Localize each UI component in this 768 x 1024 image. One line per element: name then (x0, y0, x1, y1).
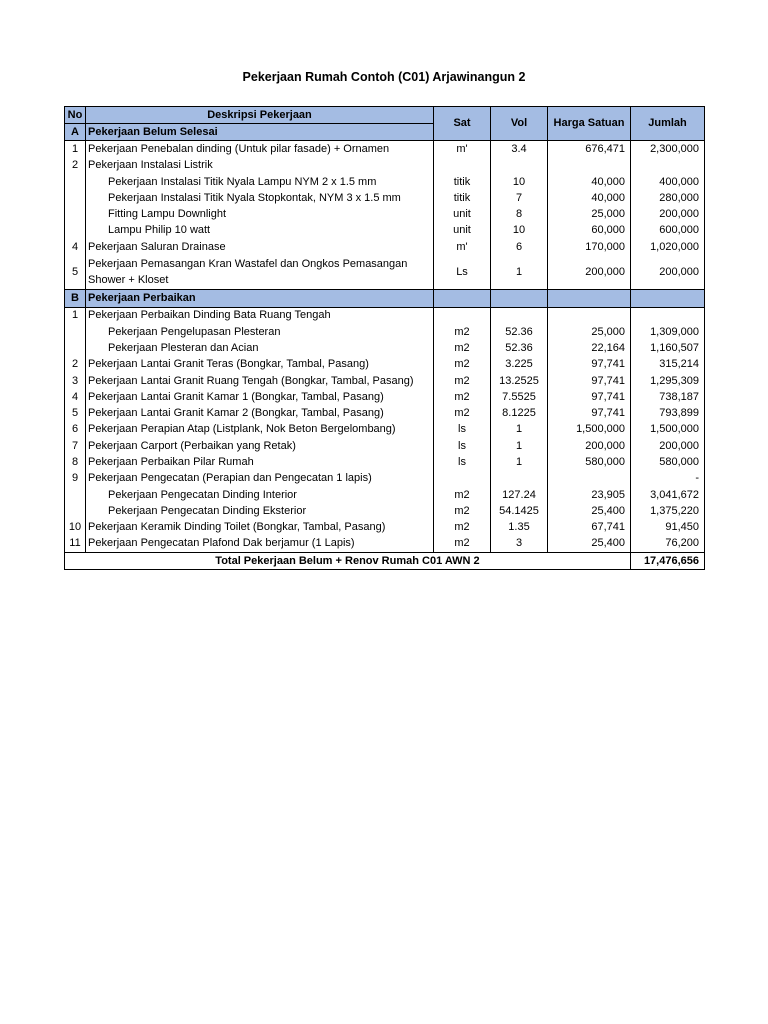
item-volume: 1 (491, 255, 548, 290)
item-volume: 7 (491, 190, 548, 206)
item-unit-price: 25,000 (548, 324, 631, 340)
item-number: 9 (65, 471, 86, 487)
item-number: 4 (65, 239, 86, 255)
table-row (65, 307, 705, 324)
item-amount: 1,309,000 (631, 324, 705, 340)
item-number: 5 (65, 405, 86, 421)
item-volume: 52.36 (491, 340, 548, 356)
header-vol: Vol (491, 107, 548, 141)
document-title: Pekerjaan Rumah Contoh (C01) Arjawinangun 2 (242, 70, 526, 84)
table-row (65, 158, 705, 174)
item-amount: 1,375,220 (631, 503, 705, 519)
item-number (65, 487, 86, 503)
item-description: Pekerjaan Plesteran dan Acian (86, 340, 434, 356)
header-deskripsi: Deskripsi Pekerjaan (86, 107, 434, 124)
item-number: 5 (65, 255, 86, 290)
item-unit: m2 (434, 324, 491, 340)
item-number (65, 223, 86, 239)
table-row (65, 438, 705, 454)
header-harga-satuan: Harga Satuan (548, 107, 631, 141)
item-amount: 580,000 (631, 454, 705, 470)
item-unit-price: 40,000 (548, 190, 631, 206)
item-number: 10 (65, 520, 86, 536)
item-description: Pekerjaan Lantai Granit Kamar 1 (Bongkar, Tambal, Pasang) (86, 389, 434, 405)
total-row (65, 553, 705, 570)
total-label: Total Pekerjaan Belum + Renov Rumah C01 AWN 2 (65, 553, 631, 570)
item-unit-price: 580,000 (548, 454, 631, 470)
item-description: Fitting Lampu Downlight (86, 206, 434, 222)
item-number (65, 174, 86, 190)
item-number: 3 (65, 373, 86, 389)
table-row (65, 206, 705, 222)
item-unit: m' (434, 239, 491, 255)
section-code: A (65, 124, 86, 141)
item-unit-price: 1,500,000 (548, 422, 631, 438)
table-row (65, 503, 705, 519)
item-unit: m2 (434, 536, 491, 553)
item-unit: titik (434, 174, 491, 190)
table-row (65, 255, 705, 290)
table-row (65, 190, 705, 206)
table-header-row (65, 107, 705, 124)
item-amount: 280,000 (631, 190, 705, 206)
item-unit: m2 (434, 389, 491, 405)
item-description: Pekerjaan Pengecatan Dinding Eksterior (86, 503, 434, 519)
item-number: 6 (65, 422, 86, 438)
table-row (65, 389, 705, 405)
item-unit: m2 (434, 373, 491, 389)
item-volume: 10 (491, 174, 548, 190)
item-amount: 200,000 (631, 438, 705, 454)
item-amount (631, 307, 705, 324)
item-description: Pekerjaan Instalasi Titik Nyala Stopkontak, NYM 3 x 1.5 mm (86, 190, 434, 206)
item-unit: m2 (434, 487, 491, 503)
table-row (65, 174, 705, 190)
item-unit: m2 (434, 503, 491, 519)
item-description: Pekerjaan Perbaikan Dinding Bata Ruang Tengah (86, 307, 434, 324)
item-unit-price: 170,000 (548, 239, 631, 255)
section-title: Pekerjaan Perbaikan (86, 290, 434, 307)
item-volume: 52.36 (491, 324, 548, 340)
section-row (65, 290, 705, 307)
item-amount: - (631, 471, 705, 487)
item-amount: 1,500,000 (631, 422, 705, 438)
item-unit-price: 67,741 (548, 520, 631, 536)
item-description: Pekerjaan Perbaikan Pilar Rumah (86, 454, 434, 470)
item-volume: 7.5525 (491, 389, 548, 405)
item-unit-price (548, 158, 631, 174)
item-volume: 127.24 (491, 487, 548, 503)
table-row (65, 405, 705, 421)
item-unit: ls (434, 454, 491, 470)
item-description: Pekerjaan Pemasangan Kran Wastafel dan Ongkos Pemasangan Shower + Kloset (86, 255, 434, 290)
item-unit-price: 676,471 (548, 141, 631, 158)
section-title: Pekerjaan Belum Selesai (86, 124, 434, 141)
item-description: Pekerjaan Keramik Dinding Toilet (Bongkar, Tambal, Pasang) (86, 520, 434, 536)
item-volume: 10 (491, 223, 548, 239)
item-unit: ls (434, 438, 491, 454)
item-number: 4 (65, 389, 86, 405)
item-description: Pekerjaan Saluran Drainase (86, 239, 434, 255)
header-no: No (65, 107, 86, 124)
table-row (65, 141, 705, 158)
item-unit: Ls (434, 255, 491, 290)
item-amount: 3,041,672 (631, 487, 705, 503)
item-unit-price (548, 307, 631, 324)
table-row (65, 239, 705, 255)
cost-table (64, 106, 705, 570)
item-number: 11 (65, 536, 86, 553)
item-amount: 400,000 (631, 174, 705, 190)
item-unit-price: 200,000 (548, 438, 631, 454)
table-row (65, 357, 705, 373)
item-amount: 738,187 (631, 389, 705, 405)
section-empty-cell (631, 290, 705, 307)
item-description: Pekerjaan Pengecatan Dinding Interior (86, 487, 434, 503)
item-unit-price (548, 471, 631, 487)
item-volume (491, 307, 548, 324)
item-unit-price: 200,000 (548, 255, 631, 290)
item-number (65, 340, 86, 356)
item-unit-price: 25,000 (548, 206, 631, 222)
table-row (65, 422, 705, 438)
item-unit: unit (434, 223, 491, 239)
item-unit-price: 97,741 (548, 389, 631, 405)
item-unit: titik (434, 190, 491, 206)
table-row (65, 536, 705, 553)
item-unit-price: 40,000 (548, 174, 631, 190)
item-unit: m2 (434, 520, 491, 536)
item-unit-price: 25,400 (548, 536, 631, 553)
item-unit-price: 23,905 (548, 487, 631, 503)
item-unit: m2 (434, 357, 491, 373)
table-row (65, 373, 705, 389)
item-unit (434, 471, 491, 487)
item-volume: 3.4 (491, 141, 548, 158)
item-amount: 200,000 (631, 206, 705, 222)
item-volume: 13.2525 (491, 373, 548, 389)
item-description: Pekerjaan Pengelupasan Plesteran (86, 324, 434, 340)
item-description: Pekerjaan Pengecatan Plafond Dak berjamur (1 Lapis) (86, 536, 434, 553)
item-volume: 1 (491, 438, 548, 454)
item-description: Pekerjaan Penebalan dinding (Untuk pilar fasade) + Ornamen (86, 141, 434, 158)
item-number: 2 (65, 158, 86, 174)
header-sat: Sat (434, 107, 491, 141)
item-volume: 6 (491, 239, 548, 255)
section-empty-cell (548, 290, 631, 307)
item-volume: 1 (491, 422, 548, 438)
item-unit (434, 307, 491, 324)
item-amount: 200,000 (631, 255, 705, 290)
item-amount: 1,160,507 (631, 340, 705, 356)
item-description: Lampu Philip 10 watt (86, 223, 434, 239)
item-volume: 1 (491, 454, 548, 470)
item-volume: 3.225 (491, 357, 548, 373)
item-number (65, 324, 86, 340)
item-unit: unit (434, 206, 491, 222)
item-unit: m2 (434, 405, 491, 421)
item-number: 7 (65, 438, 86, 454)
table-row (65, 520, 705, 536)
header-jumlah: Jumlah (631, 107, 705, 141)
item-unit: ls (434, 422, 491, 438)
table-row (65, 487, 705, 503)
item-unit-price: 97,741 (548, 357, 631, 373)
item-unit: m' (434, 141, 491, 158)
item-unit-price: 97,741 (548, 373, 631, 389)
item-volume: 1.35 (491, 520, 548, 536)
item-amount: 315,214 (631, 357, 705, 373)
item-number: 1 (65, 141, 86, 158)
item-description: Pekerjaan Carport (Perbaikan yang Retak) (86, 438, 434, 454)
table-row (65, 324, 705, 340)
section-code: B (65, 290, 86, 307)
table-row (65, 471, 705, 487)
item-number (65, 503, 86, 519)
item-description: Pekerjaan Instalasi Titik Nyala Lampu NYM 2 x 1.5 mm (86, 174, 434, 190)
item-amount: 2,300,000 (631, 141, 705, 158)
item-unit-price: 22,164 (548, 340, 631, 356)
section-empty-cell (491, 290, 548, 307)
item-volume: 54.1425 (491, 503, 548, 519)
section-empty-cell (434, 290, 491, 307)
item-unit-price: 97,741 (548, 405, 631, 421)
item-volume: 3 (491, 536, 548, 553)
item-amount: 600,000 (631, 223, 705, 239)
item-description: Pekerjaan Pengecatan (Perapian dan Pengecatan 1 lapis) (86, 471, 434, 487)
item-unit-price: 25,400 (548, 503, 631, 519)
item-number: 2 (65, 357, 86, 373)
item-number (65, 206, 86, 222)
item-unit: m2 (434, 340, 491, 356)
item-amount: 1,020,000 (631, 239, 705, 255)
table-row (65, 223, 705, 239)
item-volume: 8.1225 (491, 405, 548, 421)
table-row (65, 340, 705, 356)
item-description: Pekerjaan Lantai Granit Teras (Bongkar, Tambal, Pasang) (86, 357, 434, 373)
item-unit-price: 60,000 (548, 223, 631, 239)
item-description: Pekerjaan Instalasi Listrik (86, 158, 434, 174)
item-amount: 91,450 (631, 520, 705, 536)
item-number: 1 (65, 307, 86, 324)
item-number (65, 190, 86, 206)
total-amount: 17,476,656 (631, 553, 705, 570)
item-unit (434, 158, 491, 174)
item-volume: 8 (491, 206, 548, 222)
item-description: Pekerjaan Perapian Atap (Listplank, Nok Beton Bergelombang) (86, 422, 434, 438)
item-amount: 76,200 (631, 536, 705, 553)
item-number: 8 (65, 454, 86, 470)
item-amount: 793,899 (631, 405, 705, 421)
item-volume (491, 471, 548, 487)
item-description: Pekerjaan Lantai Granit Ruang Tengah (Bongkar, Tambal, Pasang) (86, 373, 434, 389)
item-description: Pekerjaan Lantai Granit Kamar 2 (Bongkar, Tambal, Pasang) (86, 405, 434, 421)
table-row (65, 454, 705, 470)
item-volume (491, 158, 548, 174)
item-amount (631, 158, 705, 174)
item-amount: 1,295,309 (631, 373, 705, 389)
